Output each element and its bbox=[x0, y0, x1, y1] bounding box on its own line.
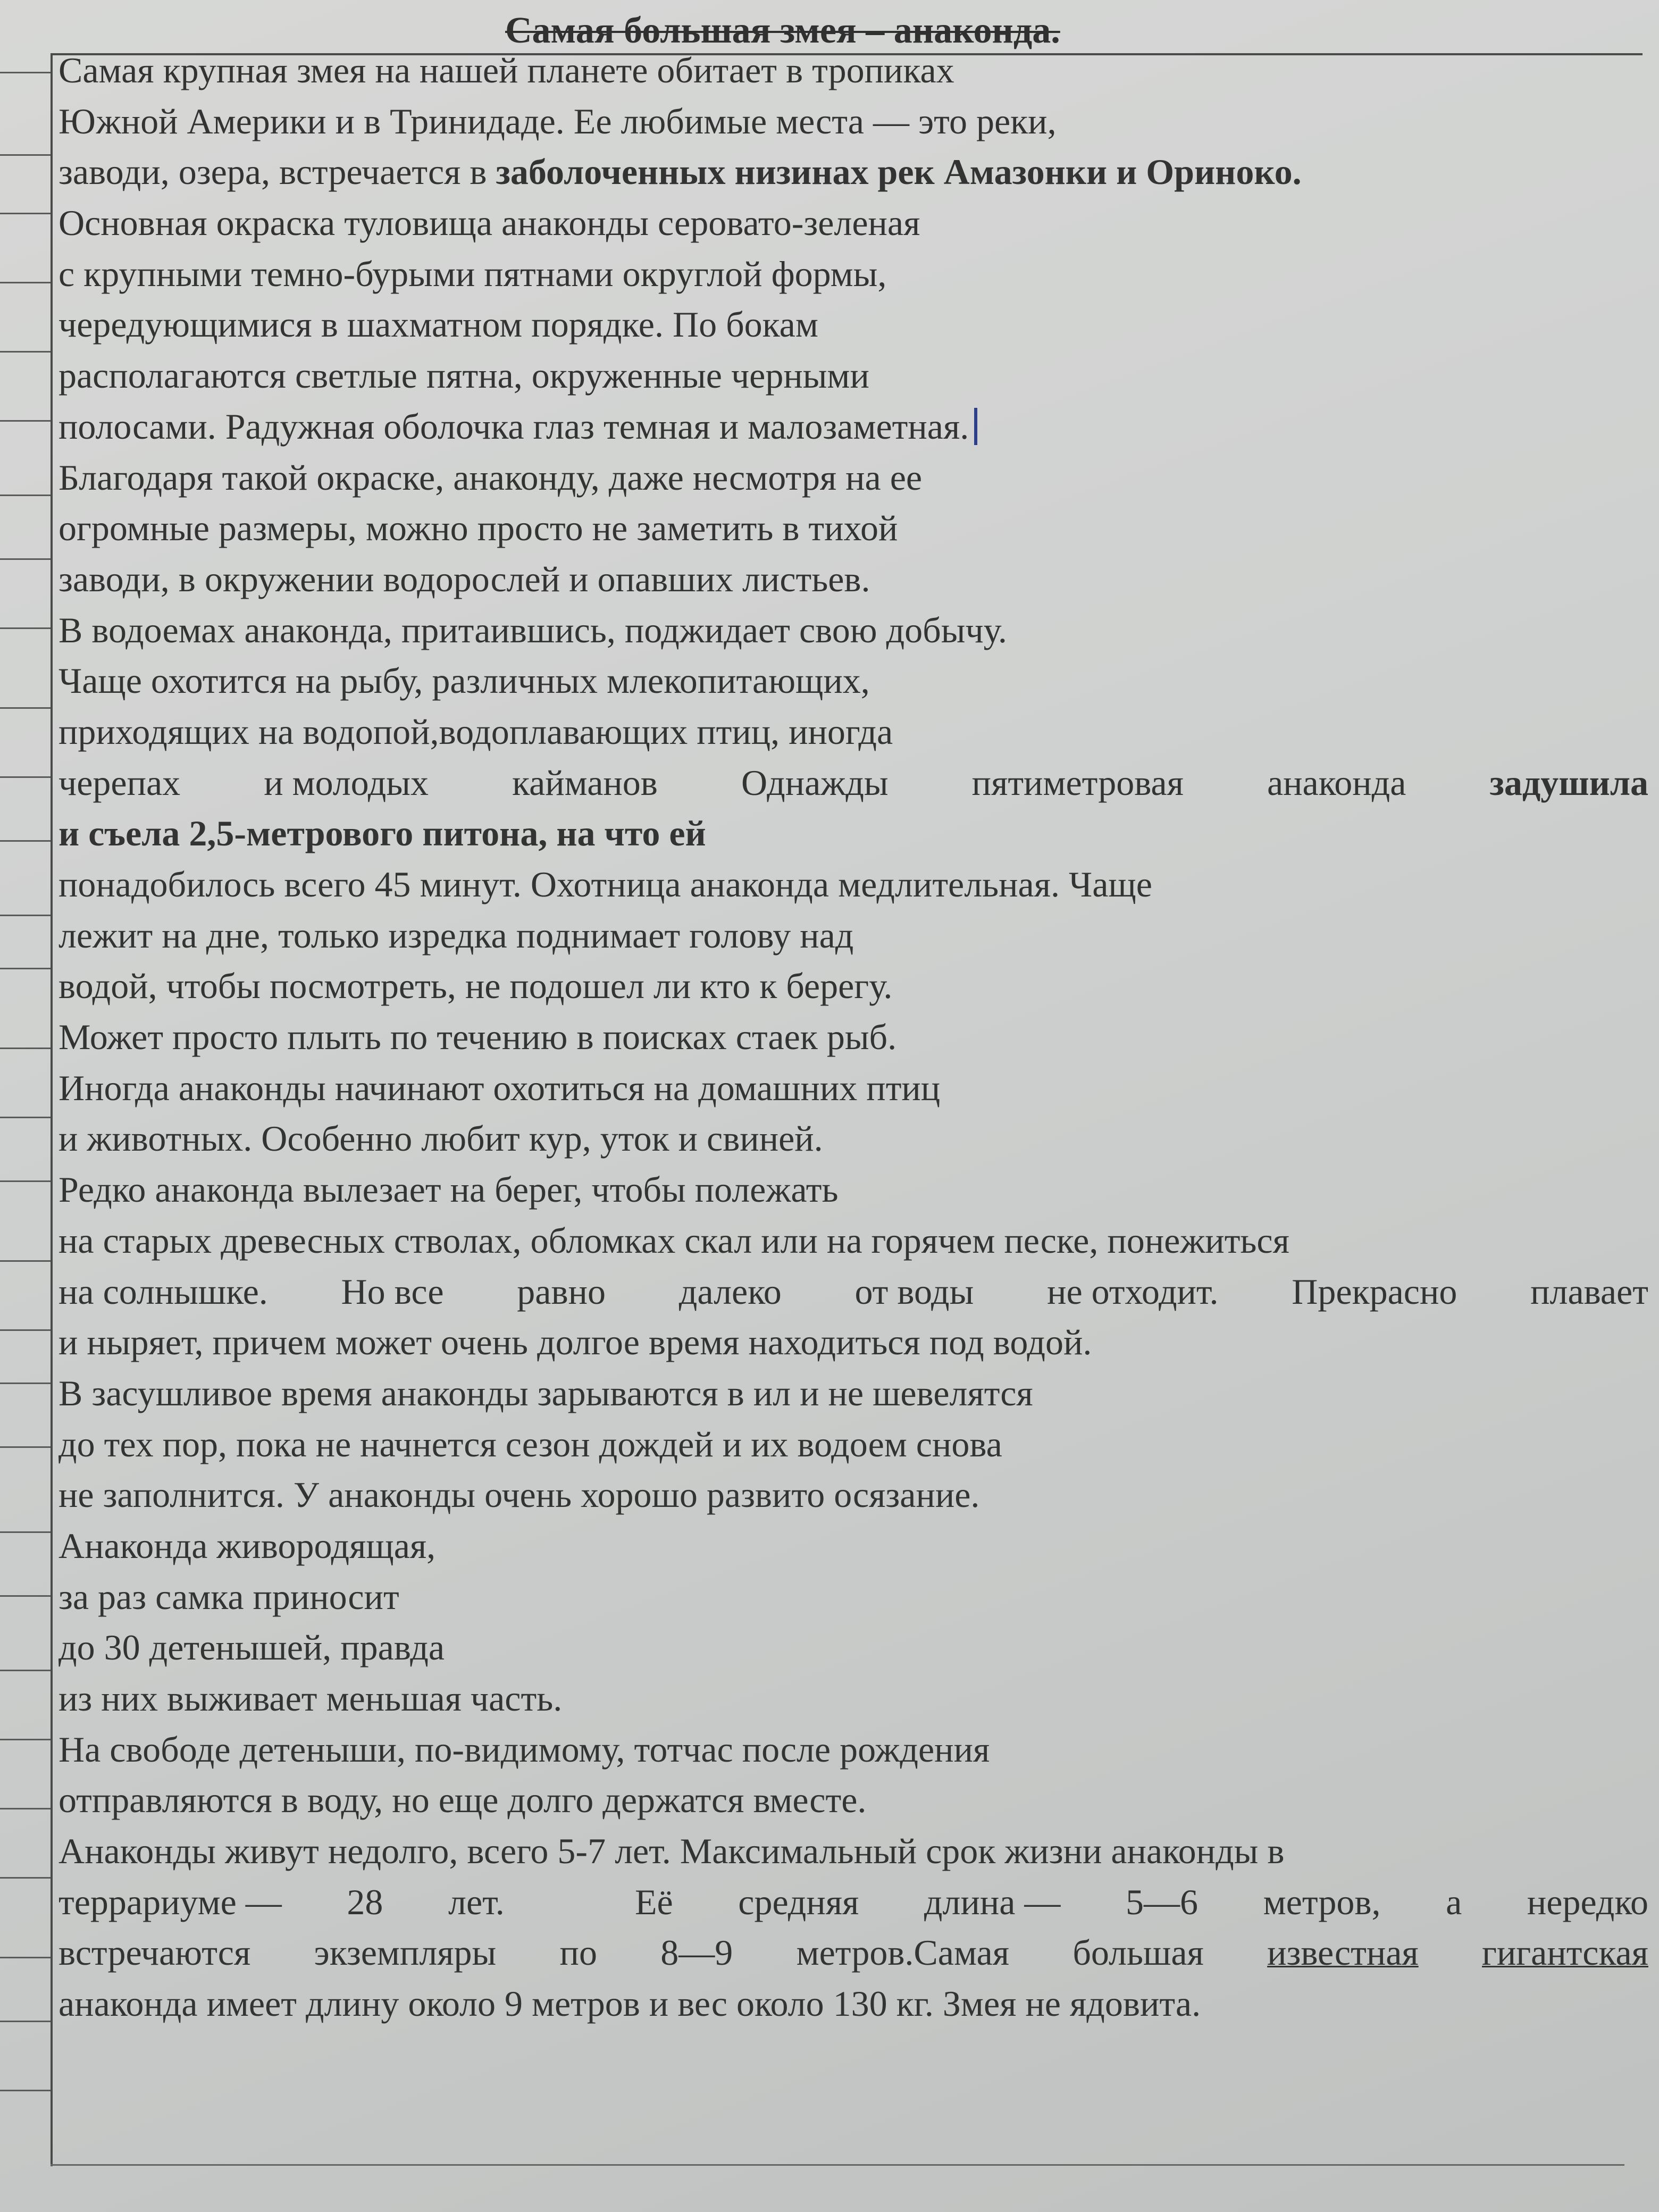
margin-tick bbox=[0, 495, 51, 496]
text-line: до тех пор, пока не начнется сезон дождей и их водоем снова bbox=[58, 1423, 1002, 1464]
margin-tick bbox=[0, 1595, 51, 1597]
text-line: Южной Америки и в Тринидаде. Ее любимые места — это реки, bbox=[58, 100, 1057, 141]
margin-tick bbox=[0, 1048, 51, 1049]
text-line: Анаконда живородящая, bbox=[58, 1525, 436, 1566]
text-line: Редко анаконда вылезает на берег, чтобы полежать bbox=[58, 1169, 839, 1210]
margin-tick bbox=[0, 840, 51, 842]
text-line: понадобилось всего 45 минут. Охотница анаконда медлительная. Чаще bbox=[58, 864, 1152, 904]
margin-tick bbox=[0, 1446, 51, 1448]
margin-tick bbox=[0, 72, 51, 73]
text-line: Иногда анаконды начинают охотиться на домашних птиц bbox=[58, 1067, 941, 1108]
text-line: и животных. Особенно любит кур, уток и свиней. bbox=[58, 1118, 823, 1159]
text-line: полосами. Радужная оболочка глаз темная и малозаметная. bbox=[58, 401, 1648, 453]
article-body bbox=[58, 45, 1648, 2030]
pen-mark bbox=[974, 408, 977, 445]
margin-tick bbox=[0, 2021, 51, 2022]
text-line: и ныряет, причем может очень долгое время находиться под водой. bbox=[58, 1322, 1092, 1363]
margin-tick bbox=[0, 1180, 51, 1182]
margin-tick bbox=[0, 1260, 51, 1262]
text-line: чередующимися в шахматном порядке. По бокам bbox=[58, 304, 818, 345]
margin-tick bbox=[0, 282, 51, 283]
margin-tick bbox=[0, 420, 51, 422]
margin-tick bbox=[0, 1117, 51, 1118]
text-line: водой, чтобы посмотреть, не подошел ли кто к берегу. bbox=[58, 966, 893, 1007]
text-line: анаконда имеет длину около 9 метров и вес около 130 кг. Змея не ядовита. bbox=[58, 1983, 1201, 2024]
text-line-justified: встречаются экземпляры по 8—9 метров.Самая большая известная гигантская bbox=[58, 1932, 1648, 1973]
text-line: В водоемах анаконда, притаившись, поджидает свою добычу. bbox=[58, 609, 1007, 650]
text-line: огромные размеры, можно просто не заметить в тихой bbox=[58, 508, 898, 549]
margin-tick bbox=[0, 1670, 51, 1671]
bottom-rule bbox=[51, 2164, 1624, 2166]
margin-tick bbox=[0, 2090, 51, 2091]
text-line: и съела 2,5-метрового питона, на что ей bbox=[58, 813, 706, 854]
margin-tick bbox=[0, 1808, 51, 1809]
text-line: Благодаря такой окраске, анаконду, даже несмотря на ее bbox=[58, 457, 923, 498]
text-line: Чаще охотится на рыбу, различных млекопитающих, bbox=[58, 660, 870, 701]
text-line: до 30 детенышей, правда bbox=[58, 1627, 445, 1668]
text-line-justified: черепах и молодых кайманов Однажды пятиметровая анаконда задушила bbox=[58, 762, 1648, 803]
margin-tick bbox=[0, 968, 51, 969]
text-line: с крупными темно-бурыми пятнами округлой формы, bbox=[58, 253, 887, 294]
margin-tick bbox=[0, 351, 51, 353]
document-title: Самая большая змея – анаконда. bbox=[505, 10, 1060, 51]
margin-tick bbox=[0, 1739, 51, 1740]
text-line: из них выживает меньшая часть. bbox=[58, 1678, 563, 1719]
text-line: лежит на дне, только изредка поднимает голову над bbox=[58, 915, 854, 956]
margin-tick bbox=[0, 915, 51, 916]
margin-tick bbox=[0, 154, 51, 156]
text-line: за раз самка приносит bbox=[58, 1576, 399, 1617]
text-line: На свободе детеныши, по-видимому, тотчас после рождения bbox=[58, 1729, 990, 1770]
text-line: Самая крупная змея на нашей планете обитает в тропиках bbox=[58, 50, 954, 90]
text-line: заводи, в окружении водорослей и опавших листьев. bbox=[58, 558, 870, 599]
text-line: Основная окраска туловища анаконды серовато-зеленая bbox=[58, 203, 920, 244]
margin-tick bbox=[0, 1877, 51, 1879]
text-line-justified: на солнышке. Но все равно далеко от воды не отходит. Прекрасно плавает bbox=[58, 1271, 1648, 1312]
text-line: Может просто плыть по течению в поисках стаек рыб. bbox=[58, 1017, 897, 1058]
margin-tick bbox=[0, 1957, 51, 1958]
margin-tick bbox=[0, 707, 51, 709]
margin-tick bbox=[0, 1382, 51, 1384]
margin-tick bbox=[0, 558, 51, 560]
margin-tick bbox=[0, 776, 51, 778]
text-line: Анаконды живут недолго, всего 5-7 лет. Максимальный срок жизни анаконды в bbox=[58, 1831, 1285, 1872]
margin-tick bbox=[0, 627, 51, 629]
text-line: В засушливое время анаконды зарываются в ил и не шевелятся bbox=[58, 1372, 1033, 1413]
text-line: приходящих на водопой,водоплавающих птиц, иногда bbox=[58, 711, 893, 752]
text-line: заводи, озера, встречается в заболоченных низинах рек Амазонки и Ориноко. bbox=[58, 152, 1302, 192]
text-line: не заполнится. У анаконды очень хорошо развито осязание. bbox=[58, 1474, 980, 1515]
margin-tick bbox=[0, 1531, 51, 1533]
margin-tick bbox=[0, 1329, 51, 1331]
margin-ticks bbox=[0, 53, 51, 2164]
text-line: располагаются светлые пятна, окруженные черными bbox=[58, 355, 869, 396]
margin-tick bbox=[0, 213, 51, 214]
text-line-justified: террариуме — 28 лет. Её средняя длина — 5—6 метров, а нередко bbox=[58, 1881, 1648, 1922]
text-line: на старых древесных стволах, обломках скал или на горячем песке, понежиться bbox=[58, 1220, 1289, 1261]
text-line: отправляются в воду, но еще долго держатся вместе. bbox=[58, 1780, 867, 1821]
